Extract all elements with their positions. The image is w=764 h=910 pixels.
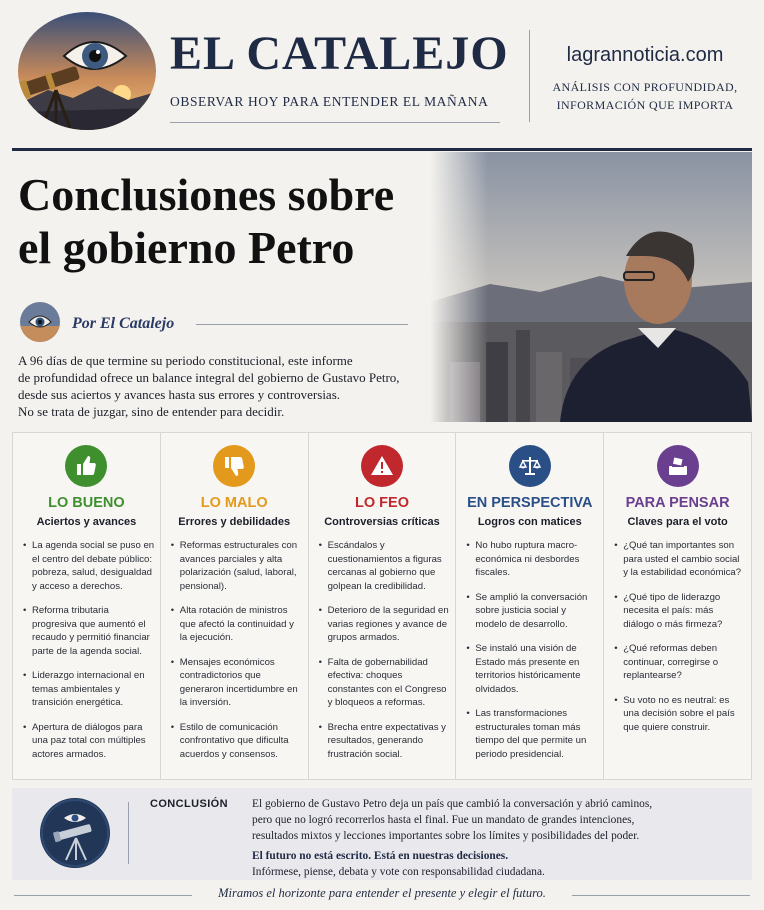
site-tagline-line: INFORMACIÓN QUE IMPORTA	[556, 98, 734, 112]
intro-line: A 96 días de que termine su periodo constitucional, este informe	[18, 353, 353, 368]
column-subtitle: Claves para el voto	[627, 516, 728, 528]
logo-emblem	[18, 12, 156, 130]
conclusion-line: pero que no logró recorrerlos hasta el final. Fue un mandato de grandes intenciones,	[252, 814, 635, 826]
brand-title: EL CATALEJO	[170, 27, 509, 80]
list-item: • Alta rotación de ministros que afectó la continuidad y la ejecución.	[171, 604, 303, 645]
headline-line: el gobierno Petro	[18, 222, 355, 273]
conclusion-divider	[128, 802, 129, 864]
list-item: • ¿Qué reformas deben continuar, corregirse o replantearse?	[614, 642, 746, 683]
list-item: • ¿Qué tipo de liderazgo necesita el país: más diálogo o más firmeza?	[614, 591, 746, 632]
conclusion-emblem	[40, 798, 110, 868]
thumbs-down-icon	[213, 445, 255, 487]
list-item: • Falta de gobernabilidad efectiva: choques constantes con el Congreso y bloqueos a reformas.	[319, 656, 451, 710]
conclusion-highlight: El futuro no está escrito. Está en nuestras decisiones.	[252, 850, 509, 862]
list-item: • Se instaló una visión de Estado más presente en territorios históricamente olvidados.	[466, 642, 598, 696]
column-lo-feo	[309, 433, 457, 779]
byline-rule	[196, 324, 408, 325]
list-item: • Deterioro de la seguridad en varias regiones y avance de grupos armados.	[319, 604, 451, 645]
warning-icon	[361, 445, 403, 487]
list-item: • Brecha entre expectativas y resultados, generando frustración social.	[319, 721, 451, 762]
masthead-divider	[529, 30, 530, 122]
ballot-box-icon	[657, 445, 699, 487]
column-title: PARA PENSAR	[625, 495, 730, 511]
list-item: • Apertura de diálogos para una paz total con múltiples actores armados.	[23, 721, 155, 762]
analysis-columns	[12, 432, 752, 780]
byline-avatar	[20, 302, 60, 342]
masthead	[0, 0, 764, 148]
column-en-perspectiva	[456, 433, 604, 779]
list-item: • No hubo ruptura macro-económica ni desbordes fiscales.	[466, 539, 598, 580]
column-list	[466, 539, 598, 772]
conclusion-closing: Infórmese, piense, debata y vote con responsabilidad ciudadana.	[252, 866, 545, 878]
conclusion-line: resultados mixtos y lecciones importantes sobre los límites y posibilidades del poder.	[252, 830, 640, 842]
list-item: • Reforma tributaria progresiva que aumentó el recaudo y permitió financiar parte de la agenda social.	[23, 604, 155, 658]
intro-paragraph	[18, 352, 448, 420]
site-tagline-line: ANÁLISIS CON PROFUNDIDAD,	[552, 80, 738, 94]
list-item: • ¿Qué tan importantes son para usted el cambio social y la estabilidad económica?	[614, 539, 746, 580]
headline-line: Conclusiones sobre	[18, 169, 395, 220]
conclusion-text	[252, 796, 742, 880]
list-item: • Estilo de comunicación confrontativo que dificulta acuerdos y consensos.	[171, 721, 303, 762]
site-tagline	[540, 78, 750, 114]
list-item: • Escándalos y cuestionamientos a figuras cercanas al gobierno que golpean la credibilidad.	[319, 539, 451, 593]
column-lo-bueno	[13, 433, 161, 779]
column-subtitle: Controversias críticas	[324, 516, 440, 528]
conclusion-line: El gobierno de Gustavo Petro deja un país que cambió la conversación y abrió caminos,	[252, 798, 653, 810]
brand-rule	[170, 122, 500, 123]
brand-tagline: OBSERVAR HOY PARA ENTENDER EL MAÑANA	[170, 94, 489, 109]
list-item: • Reformas estructurales con avances parciales y alta polarización (salud, laboral, pensional).	[171, 539, 303, 593]
conclusion-box	[12, 788, 752, 880]
column-list	[23, 539, 155, 772]
thumbs-up-icon	[65, 445, 107, 487]
conclusion-label: CONCLUSIÓN	[150, 798, 228, 810]
intro-line: No se trata de juzgar, sino de entender para decidir.	[18, 404, 285, 419]
list-item: • Se amplió la conversación sobre justicia social y modelo de desarrollo.	[466, 591, 598, 632]
scales-icon	[509, 445, 551, 487]
column-list	[614, 539, 746, 745]
list-item: • Su voto no es neutral: es una decisión sobre el país que quiere construir.	[614, 694, 746, 735]
column-subtitle: Logros con matices	[477, 516, 582, 528]
list-item: • Liderazgo internacional en temas ambientales y transición energética.	[23, 669, 155, 710]
byline: Por El Catalejo	[72, 315, 175, 332]
column-title: EN PERSPECTIVA	[467, 495, 593, 511]
column-list	[171, 539, 303, 772]
hero-photo	[430, 152, 752, 422]
site-url-link[interactable]: lagrannoticia.com	[566, 44, 724, 66]
masthead-rule	[12, 148, 752, 151]
column-title: LO MALO	[200, 495, 268, 511]
footer-rule	[14, 895, 192, 896]
intro-line: de profundidad ofrece un balance integral del gobierno de Gustavo Petro,	[18, 370, 400, 385]
column-title: LO BUENO	[48, 495, 125, 511]
column-list	[319, 539, 451, 772]
list-item: • La agenda social se puso en el centro del debate público: pobreza, salud, desigualdad y acceso a derechos.	[23, 539, 155, 593]
intro-line: desde sus aciertos y avances hasta sus errores y controversias.	[18, 387, 341, 402]
footer-rule	[572, 895, 750, 896]
list-item: • Las transformaciones estructurales toman más tiempo del que permite un periodo presidencial.	[466, 707, 598, 761]
column-subtitle: Errores y debilidades	[178, 516, 291, 528]
list-item: • Mensajes económicos contradictorios que generaron incertidumbre en la inversión.	[171, 656, 303, 710]
headline	[18, 168, 458, 274]
footer-motto: Miramos el horizonte para entender el presente y elegir el futuro.	[218, 886, 546, 900]
column-subtitle: Aciertos y avances	[36, 516, 137, 528]
column-title: LO FEO	[355, 495, 409, 511]
column-lo-malo	[161, 433, 309, 779]
column-para-pensar	[604, 433, 751, 779]
